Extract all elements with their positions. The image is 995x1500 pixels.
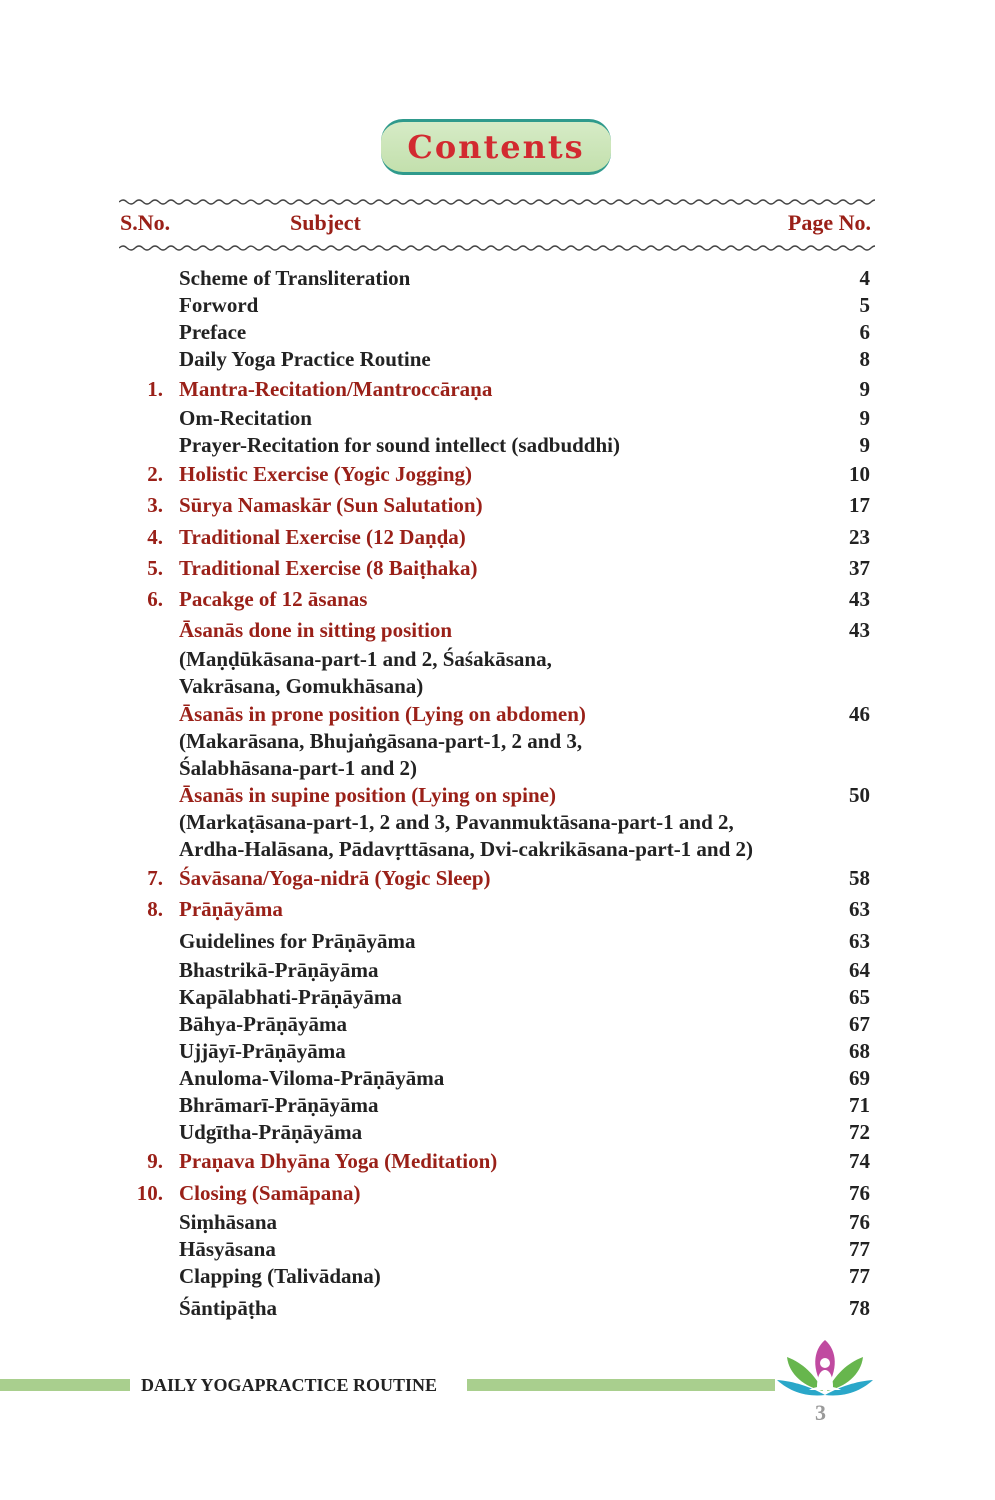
toc-entry (0, 265, 995, 291)
toc-entry (0, 617, 995, 643)
toc-entry-subject: Scheme of Transliteration (179, 266, 411, 290)
toc-entry-subject: Clapping (Talivādana) (179, 1264, 381, 1288)
toc-entry-page: 46 (849, 702, 870, 726)
page-number: 3 (815, 1400, 826, 1425)
toc-entry-subject: Preface (179, 320, 247, 344)
toc-entry-subject: Āsanās done in sitting position (179, 618, 453, 642)
header-subject: Subject (290, 210, 361, 235)
toc-entry-number: 6. (147, 587, 163, 611)
toc-entry-page: 76 (849, 1181, 870, 1205)
toc-entry-page: 6 (859, 320, 870, 344)
toc-entry (0, 755, 995, 781)
toc-entry-subject: Bāhya-Prāṇāyāma (179, 1012, 347, 1036)
toc-entry-subject: Ujjāyī-Prāṇāyāma (179, 1039, 346, 1063)
toc-entry-page: 4 (859, 266, 870, 290)
toc-entry-page: 63 (849, 897, 870, 921)
toc-entry (0, 1119, 995, 1145)
toc-entry-page: 9 (859, 433, 870, 457)
toc-entry (0, 432, 995, 458)
toc-entry-page: 58 (849, 866, 870, 890)
toc-entry (0, 586, 995, 612)
toc-entry-page: 9 (859, 377, 870, 401)
toc-entry (0, 836, 995, 862)
toc-entry-page: 63 (849, 929, 870, 953)
toc-entry (0, 524, 995, 550)
toc-entry-subject: (Markaṭāsana-part-1, 2 and 3, Pavanmuktāsana-part-1 and 2, (179, 810, 734, 834)
toc-entry-page: 68 (849, 1039, 870, 1063)
toc-entry-page: 69 (849, 1066, 870, 1090)
toc-entry-page: 72 (849, 1120, 870, 1144)
toc-entry-page: 17 (849, 493, 870, 517)
toc-entry-page: 5 (859, 293, 870, 317)
toc-entry (0, 957, 995, 983)
toc-entry (0, 646, 995, 672)
toc-entry-number: 1. (147, 377, 163, 401)
toc-entry (0, 1263, 995, 1289)
toc-entry (0, 1236, 995, 1262)
toc-entry-number: 4. (147, 525, 163, 549)
toc-entry-number: 5. (147, 556, 163, 580)
toc-entry-subject: Prāṇāyāma (179, 897, 283, 921)
toc-entry (0, 1209, 995, 1235)
toc-entry-subject: Bhrāmarī-Prāṇāyāma (179, 1093, 379, 1117)
toc-entry (0, 809, 995, 835)
toc-entry-subject: Pacakge of 12 āsanas (179, 587, 368, 611)
toc-entry-page: 10 (849, 462, 870, 486)
toc-entry (0, 1038, 995, 1064)
toc-entry-page: 67 (849, 1012, 870, 1036)
toc-entry-subject: Bhastrikā-Prāṇāyāma (179, 958, 379, 982)
toc-entry-page: 8 (859, 347, 870, 371)
footer-bar-right (467, 1379, 775, 1391)
toc-entry-page: 71 (849, 1093, 870, 1117)
toc-entry (0, 984, 995, 1010)
wave-divider-bottom (119, 243, 875, 253)
toc-entry-page: 64 (849, 958, 870, 982)
toc-entry-subject: (Makarāsana, Bhujaṅgāsana-part-1, 2 and 3, (179, 729, 583, 753)
toc-entry-number: 2. (147, 462, 163, 486)
toc-entry-page: 43 (849, 587, 870, 611)
toc-entry-subject: Āsanās in supine position (Lying on spine) (179, 783, 556, 807)
toc-entry (0, 728, 995, 754)
toc-entry-subject: Traditional Exercise (8 Baiṭhaka) (179, 556, 478, 580)
toc-entry-subject: Mantra-Recitation/Mantroccāraṇa (179, 377, 493, 401)
toc-entry (0, 1065, 995, 1091)
toc-entry-subject: Śavāsana/Yoga-nidrā (Yogic Sleep) (179, 866, 491, 890)
toc-entry-number: 10. (136, 1181, 163, 1205)
toc-entry-subject: Daily Yoga Practice Routine (179, 347, 431, 371)
toc-entry-page: 77 (849, 1237, 870, 1261)
toc-entry (0, 782, 995, 808)
toc-entry-subject: Om-Recitation (179, 406, 312, 430)
toc-entry (0, 928, 995, 954)
toc-entry-page: 9 (859, 406, 870, 430)
wave-divider-top (119, 197, 875, 207)
toc-entry-page: 78 (849, 1296, 870, 1320)
toc-entry-subject: Prayer-Recitation for sound intellect (sadbuddhi) (179, 433, 620, 457)
toc-entry-number: 3. (147, 493, 163, 517)
toc-entry (0, 319, 995, 345)
toc-entry (0, 555, 995, 581)
toc-entry-number: 9. (147, 1149, 163, 1173)
toc-entry-page: 77 (849, 1264, 870, 1288)
toc-entry-subject: Traditional Exercise (12 Daṇḍa) (179, 525, 466, 549)
toc-entry-page: 76 (849, 1210, 870, 1234)
footer-bar-left (0, 1379, 130, 1391)
toc-entry (0, 896, 995, 922)
toc-entry-subject: Forword (179, 293, 259, 317)
toc-entry-subject: (Maṇḍūkāsana-part-1 and 2, Śaśakāsana, (179, 647, 552, 671)
toc-entry-page: 37 (849, 556, 870, 580)
toc-entry-subject: Vakrāsana, Gomukhāsana) (179, 674, 424, 698)
toc-entry-page: 50 (849, 783, 870, 807)
toc-entry-subject: Praṇava Dhyāna Yoga (Meditation) (179, 1149, 498, 1173)
toc-entry (0, 346, 995, 372)
toc-entry (0, 292, 995, 318)
toc-entry-subject: Closing (Samāpana) (179, 1181, 361, 1205)
toc-entry-subject: Kapālabhati-Prāṇāyāma (179, 985, 402, 1009)
toc-entry (0, 492, 995, 518)
toc-entry-number: 7. (147, 866, 163, 890)
toc-entry-subject: Śāntipāṭha (179, 1296, 278, 1320)
toc-entry-subject: Śalabhāsana-part-1 and 2) (179, 756, 418, 780)
toc-entry-subject: Udgītha-Prāṇāyāma (179, 1120, 363, 1144)
header-sno: S.No. (120, 210, 171, 235)
toc-entry-page: 23 (849, 525, 870, 549)
toc-entry (0, 1011, 995, 1037)
toc-entry (0, 701, 995, 727)
page-title: Contents (407, 128, 585, 166)
toc-entry-subject: Āsanās in prone position (Lying on abdomen) (179, 702, 586, 726)
toc-entry (0, 1148, 995, 1174)
toc-entry (0, 461, 995, 487)
toc-entry (0, 673, 995, 699)
footer-running-title: DAILY YOGAPRACTICE ROUTINE (141, 1375, 438, 1395)
toc-entry (0, 865, 995, 891)
toc-entry-number: 8. (147, 897, 163, 921)
toc-entry-subject: Sūrya Namaskār (Sun Salutation) (179, 493, 483, 517)
toc-entry-subject: Guidelines for Prāṇāyāma (179, 929, 416, 953)
toc-entry-subject: Anuloma-Viloma-Prāṇāyāma (179, 1066, 445, 1090)
toc-entry-subject: Siṃhāsana (179, 1210, 278, 1234)
toc-entry (0, 376, 995, 402)
toc-entry-page: 43 (849, 618, 870, 642)
contents-title-box (381, 119, 611, 175)
toc-entry-page: 65 (849, 985, 870, 1009)
toc-entry (0, 1180, 995, 1206)
toc-entry (0, 1092, 995, 1118)
yoga-lotus-logo-icon (775, 1335, 875, 1405)
toc-entry (0, 1295, 995, 1321)
toc-entry-subject: Hāsyāsana (179, 1237, 276, 1261)
header-page: Page No. (787, 210, 871, 235)
toc-entry (0, 405, 995, 431)
toc-entry-page: 74 (849, 1149, 870, 1173)
toc-entry-subject: Holistic Exercise (Yogic Jogging) (179, 462, 472, 486)
toc-entry-subject: Ardha-Halāsana, Pādavṛttāsana, Dvi-cakrikāsana-part-1 and 2) (179, 837, 754, 861)
